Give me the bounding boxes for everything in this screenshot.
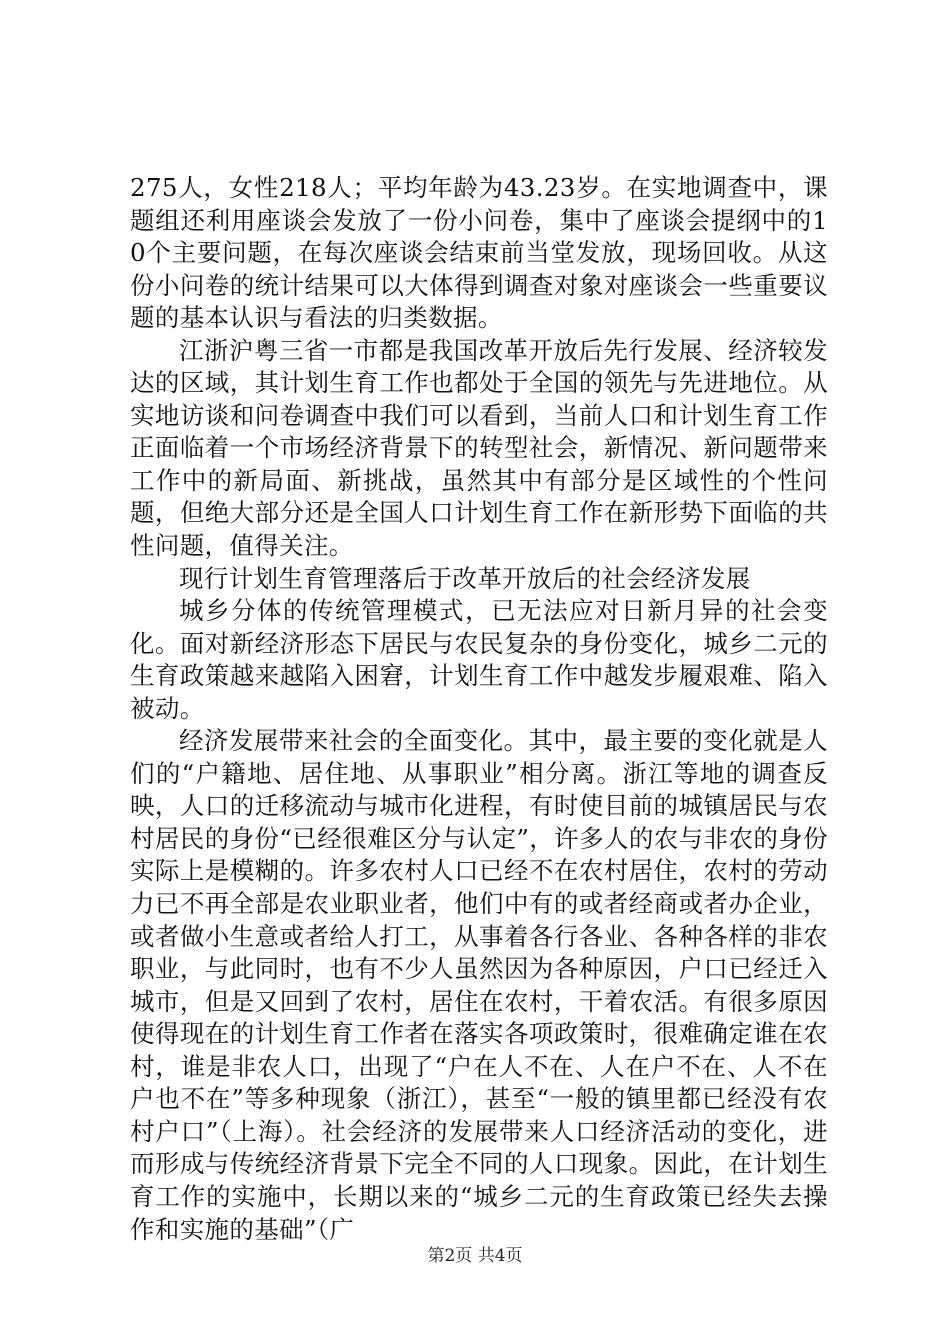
paragraph-management-model: 城乡分体的传统管理模式，已无法应对日新月异的社会变化。面对新经济形态下居民与农民复杂的身份变化，城乡二元的生育政策越来越陷入困窘，计划生育工作中越发步履艰难、陷入被动。: [130, 596, 828, 723]
paragraph-regional-overview: 江浙沪粤三省一市都是我国改革开放后先行发展、经济较发达的区域，其计划生育工作也都处于全国的领先与先进地位。从实地访谈和问卷调查中我们可以看到，当前人口和计划生育工作正面临着一个市场经济背景下的转型社会，新情况、新问题带来工作中的新局面、新挑战，虽然其中有部分是区域性的个性问题，但绝大部分还是全国人口计划生育工作在新形势下面临的共性问题，值得关注。: [130, 335, 828, 561]
page-number-footer: 第2页 共4页: [427, 1246, 523, 1266]
paragraph-survey-results: 275人，女性218人；平均年龄为43.23岁。在实地调查中，课题组还利用座谈会发放了一份小问卷，集中了座谈会提纲中的10个主要问题，在每次座谈会结束前当堂发放，现场回收。从这份小问卷的统计结果可以大体得到调查对象对座谈会一些重要议题的基本认识与看法的归类数据。: [130, 173, 828, 333]
paragraph-social-change: 经济发展带来社会的全面变化。其中，最主要的变化就是人们的“户籍地、居住地、从事职业”相分离。浙江等地的调查反映，人口的迁移流动与城市化进程，有时使目前的城镇居民与农村居民的身份“已经很难区分与认定”，许多人的农与非农的身份实际上是模糊的。许多农村人口已经不在农村居住，农村的劳动力已不再全部是农业职业者，他们中有的或者经商或者办企业，或者做小生意或者给人打工，从事着各行各业、各种各样的非农职业，与此同时，也有不少人虽然因为各种原因，户口已经迁入城市，但是又回到了农村，居住在农村，干着农活。有很多原因使得现在的计划生育工作者在落实各项政策时，很难确定谁在农村，谁是非农人口，出现了“户在人不在、人在户不在、人不在户也不在”等多种现象（浙江），甚至“一般的镇里都已经没有农村户口”（上海）。社会经济的发展带来人口经济活动的变化，进而形成与传统经济背景下完全不同的人口现象。因此，在计划生育工作的实施中，长期以来的“城乡二元的生育政策已经失去操作和实施的基础”（广: [130, 726, 828, 1244]
document-body: [130, 172, 828, 1246]
section-heading: 现行计划生育管理落后于改革开放后的社会经济发展: [179, 563, 751, 593]
